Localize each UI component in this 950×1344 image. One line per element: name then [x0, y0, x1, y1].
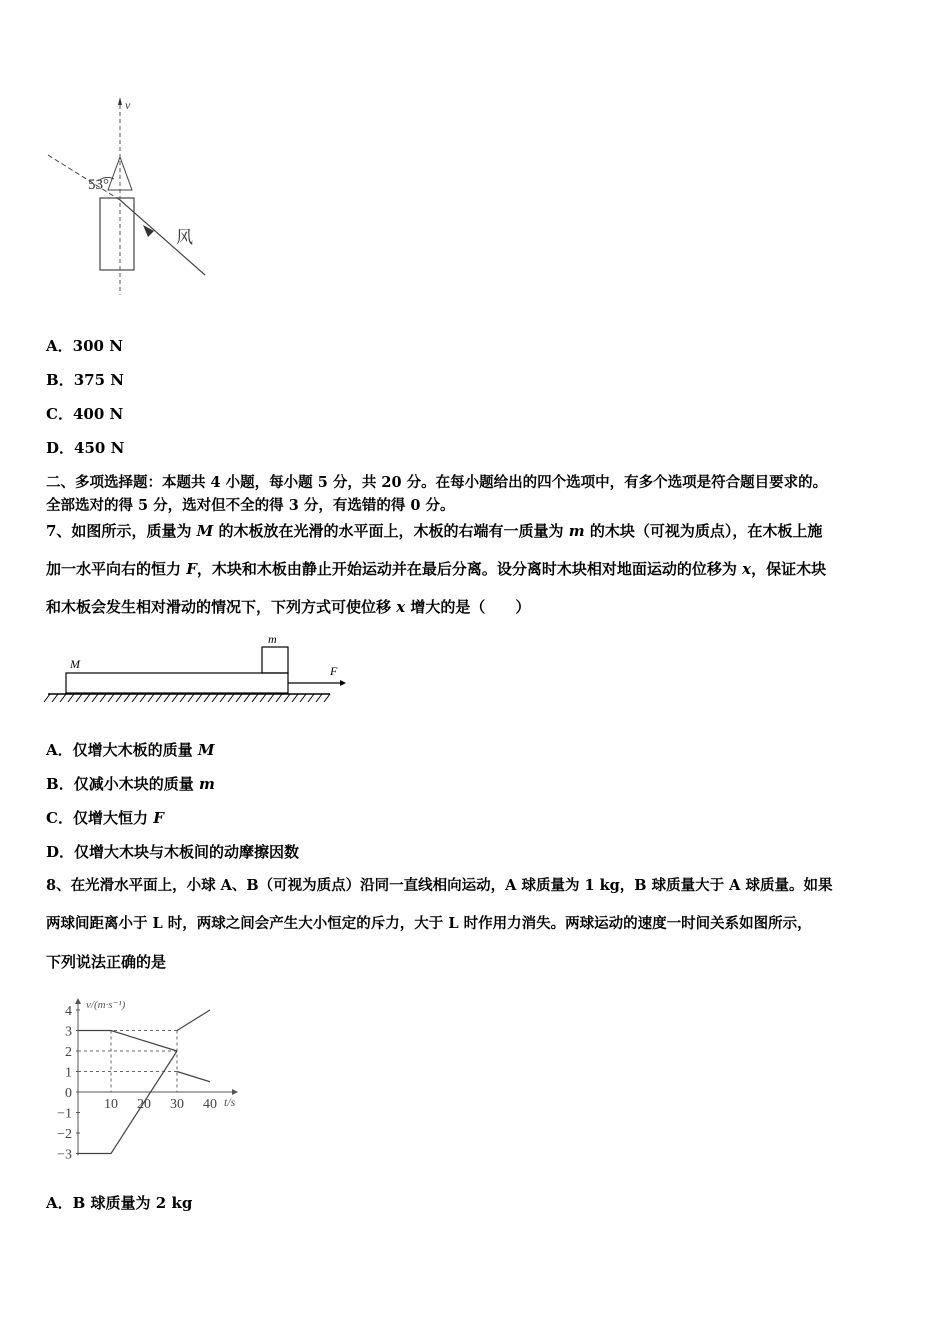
- q8-line2: 两球间距离小于 L 时，两球之间会产生大小恒定的斥力，大于 L 时作用力消失。两球运动的速度一时间关系如图所示，: [46, 915, 812, 932]
- x-tick-label: 20: [137, 1097, 151, 1112]
- q6-option-a[interactable]: A．300 N: [46, 337, 123, 355]
- y-tick-label: 3: [65, 1024, 72, 1040]
- y-axis-label: v/(m·s⁻¹): [86, 999, 126, 1011]
- q6-option-c[interactable]: C．400 N: [46, 405, 124, 423]
- y-tick-label: −3: [57, 1147, 72, 1163]
- q7-option-b[interactable]: B．仅减小木块的质量 m: [46, 775, 215, 793]
- velocity-time-chart: [40, 985, 260, 1170]
- series-line-1: [177, 1072, 210, 1082]
- q7-option-d[interactable]: D．仅增大木块与木板间的动摩擦因数: [46, 843, 300, 861]
- y-tick-label: 1: [65, 1065, 72, 1081]
- q7-option-a[interactable]: A．仅增大木板的质量 M: [46, 741, 215, 759]
- y-tick-label: 0: [65, 1086, 72, 1101]
- section2-line1: 二、多项选择题：本题共 4 小题，每小题 5 分，共 20 分。在每小题给出的四个选项中，有多个选项是符合题目要求的。: [46, 474, 828, 491]
- q6-option-b[interactable]: B．375 N: [46, 371, 124, 389]
- q8-line3: 下列说法正确的是: [46, 953, 167, 971]
- series-line-0: [78, 1031, 177, 1052]
- x-tick-label: 40: [203, 1097, 217, 1112]
- x-axis-label: t/s: [224, 1095, 236, 1109]
- board-block-figure: [40, 630, 360, 710]
- q7-line3: 和木板会发生相对滑动的情况下，下列方式可使位移 x 增大的是（ ）: [46, 598, 531, 616]
- series-line-2: [78, 1051, 177, 1154]
- x-tick-label: 10: [104, 1097, 118, 1112]
- board-mass-label: M: [70, 657, 80, 671]
- q7-line2: 加一水平向右的恒力 F，木块和木板由静止开始运动并在最后分离。设分离时木块相对地面运动的位移为 x，保证木块: [46, 560, 827, 578]
- wind-label: 风: [176, 228, 193, 247]
- q7-option-c[interactable]: C．仅增大恒力 F: [46, 809, 164, 827]
- y-axis-arrow: [75, 998, 81, 1004]
- series-line-3: [177, 1010, 210, 1031]
- x-tick-label: 30: [170, 1097, 184, 1112]
- angle-label: 53°: [88, 177, 109, 193]
- wind-figure: [40, 95, 220, 305]
- y-tick-label: −2: [57, 1127, 72, 1142]
- v-axis-label: v: [125, 98, 131, 112]
- q7-line1: 7、如图所示，质量为 M 的木板放在光滑的水平面上，木板的右端有一质量为 m 的木块（可视为质点），在木板上施: [46, 522, 823, 540]
- y-tick-label: 4: [65, 1004, 72, 1019]
- section2-line2: 全部选对的得 5 分，选对但不全的得 3 分，有选错的得 0 分。: [46, 497, 455, 514]
- force-label: F: [330, 664, 338, 678]
- q8-option-a[interactable]: A．B 球质量为 2 kg: [46, 1194, 193, 1212]
- q6-option-d[interactable]: D．450 N: [46, 439, 125, 457]
- y-tick-label: 2: [65, 1045, 72, 1060]
- y-tick-label: −1: [57, 1106, 72, 1122]
- q8-line1: 8、在光滑水平面上，小球 A、B（可视为质点）沿同一直线相向运动，A 球质量为 1 kg，B 球质量大于 A 球质量。如果: [46, 877, 833, 894]
- block-mass-label: m: [268, 632, 277, 646]
